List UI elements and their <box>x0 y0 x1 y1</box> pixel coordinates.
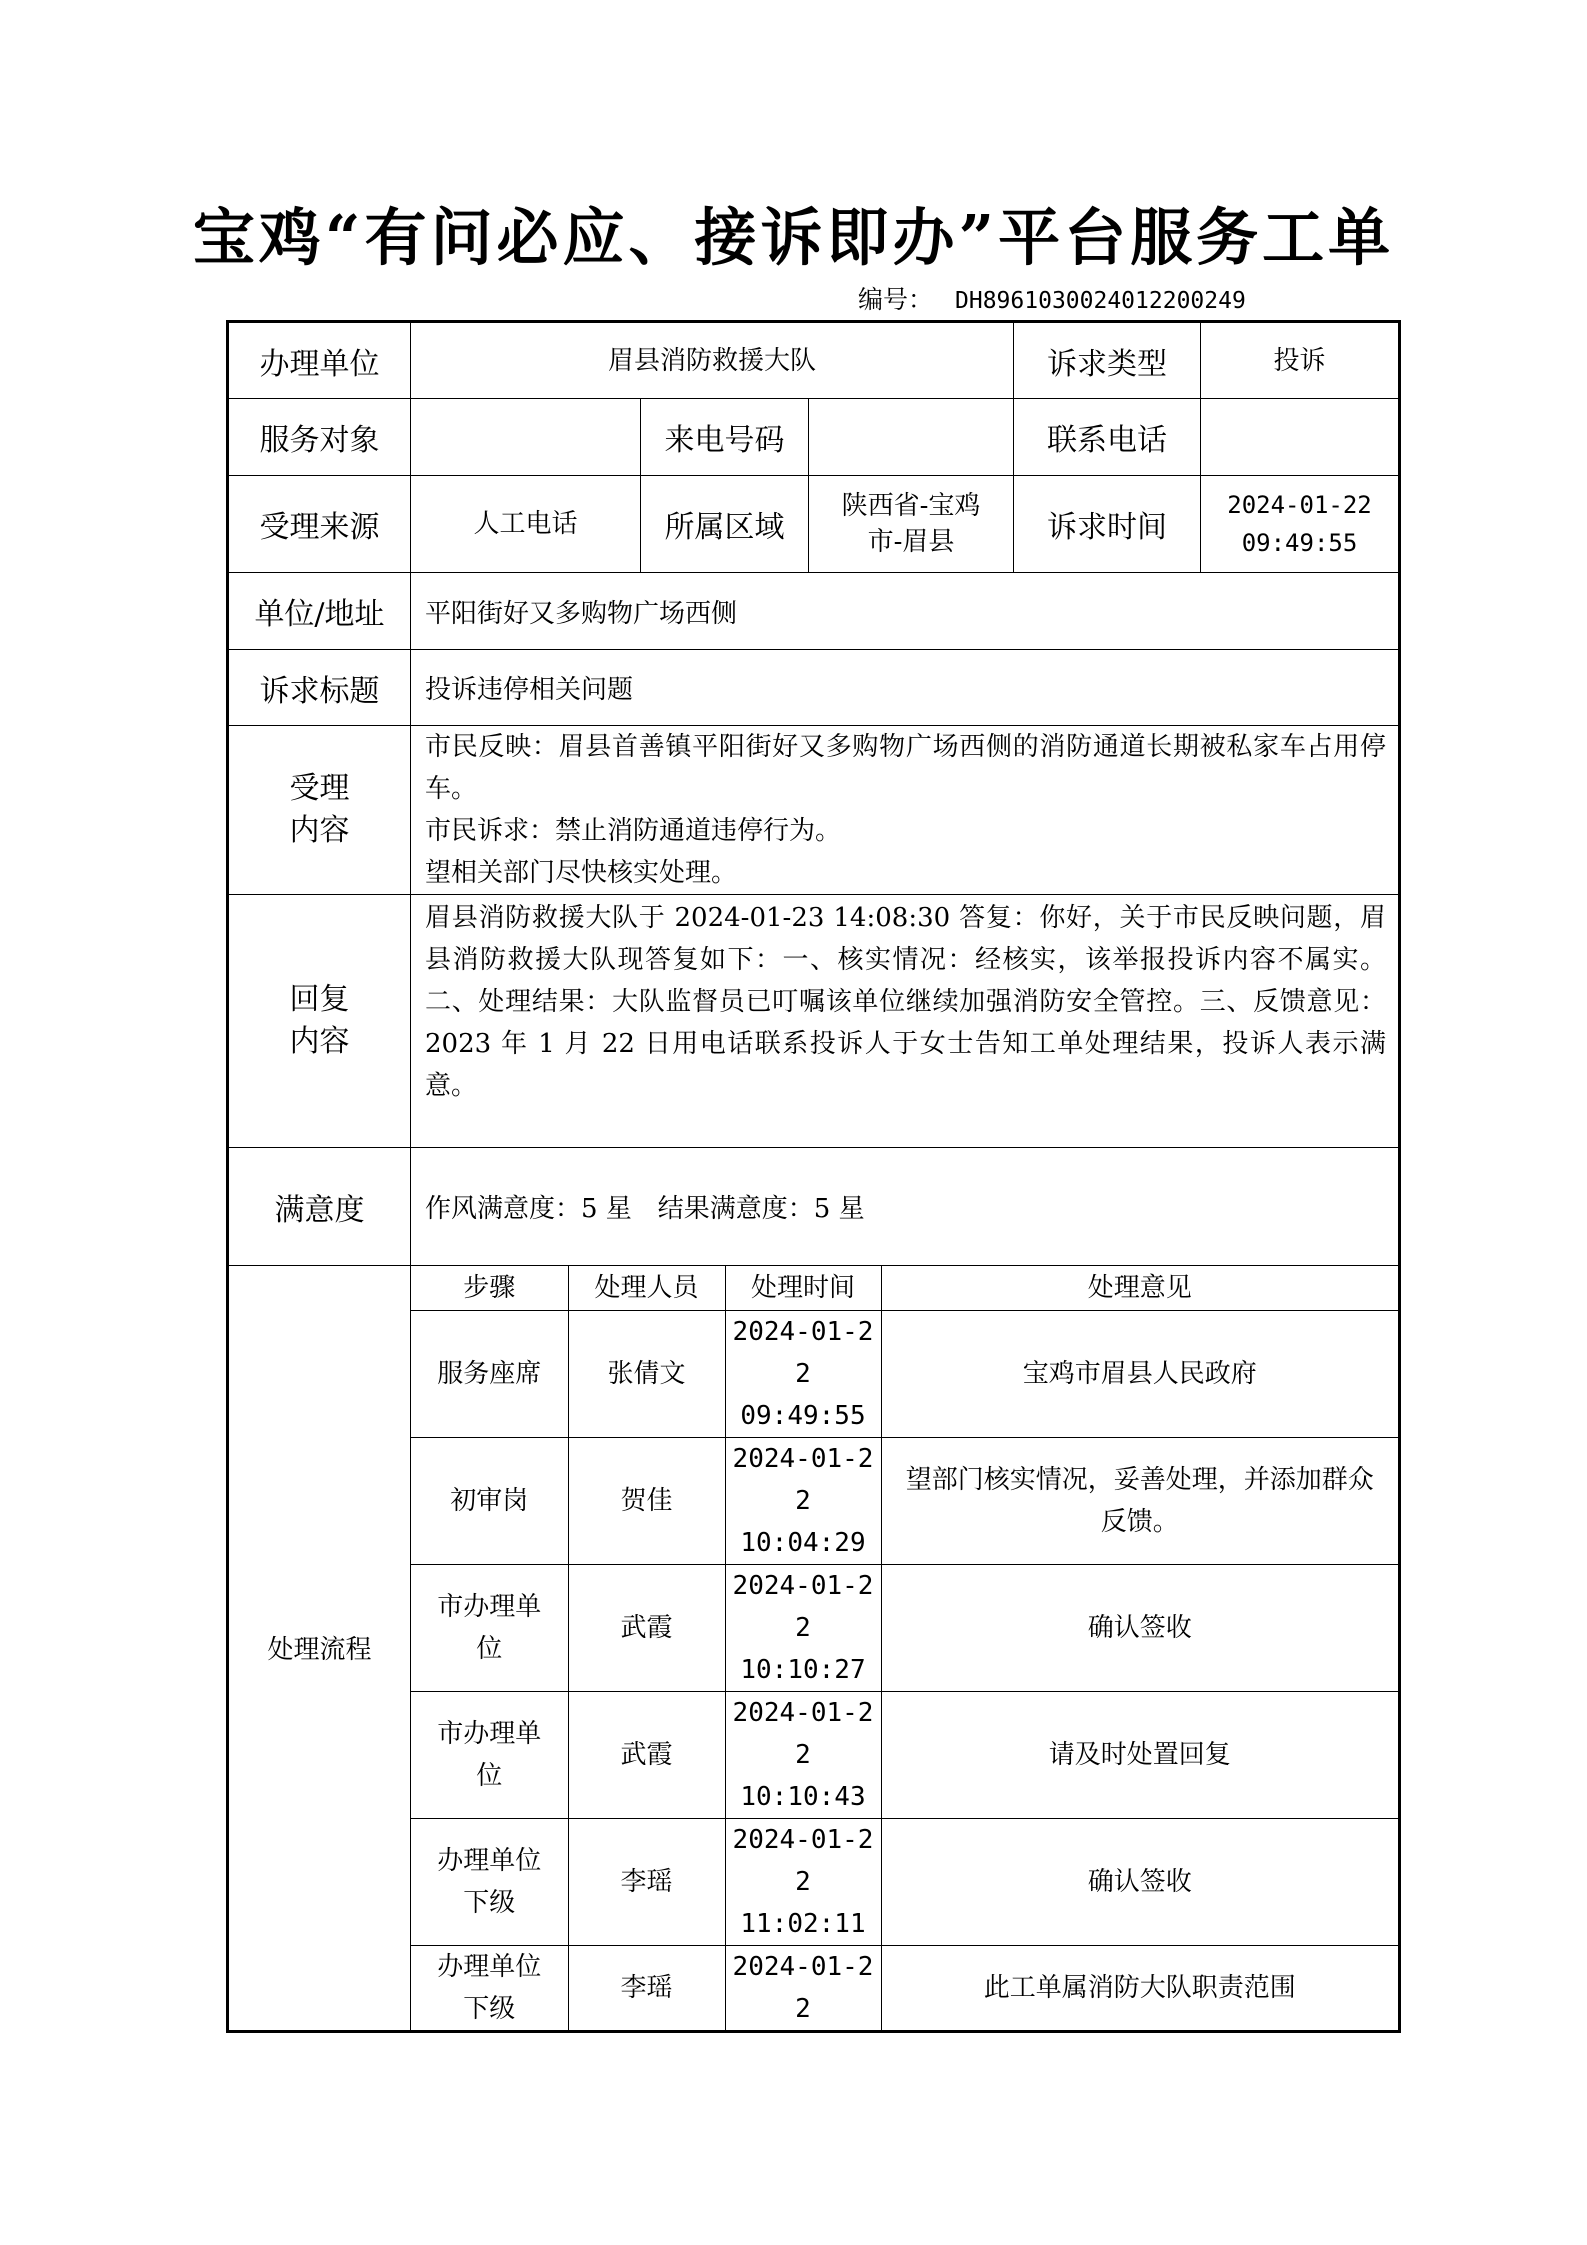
opinion-cell: 望部门核实情况，妥善处理，并添加群众反馈。 <box>881 1437 1398 1564</box>
address-label: 单位/地址 <box>228 573 411 650</box>
subject-value: 投诉违停相关问题 <box>411 650 1400 726</box>
region-value <box>809 476 1014 573</box>
reply-label-2: 内容 <box>289 1024 350 1059</box>
reply-content-label <box>228 895 411 1148</box>
request-time-value <box>1201 476 1400 573</box>
opinion-cell: 宝鸡市眉县人民政府 <box>881 1310 1398 1437</box>
handler-cell: 李瑶 <box>568 1818 725 1945</box>
source-value: 人工电话 <box>411 476 641 573</box>
time-line-3: 11:02:11 <box>740 1908 866 1939</box>
process-row <box>411 1437 1398 1564</box>
time-line-3: 10:10:43 <box>740 1781 866 1812</box>
doc-number-value: DH8961030024012200249 <box>955 288 1246 314</box>
handling-unit-value: 眉县消防救援大队 <box>411 322 1014 399</box>
region-label: 所属区域 <box>641 476 809 573</box>
request-date: 2024-01-22 <box>1227 491 1372 519</box>
time-line-2: 2 <box>795 1866 811 1897</box>
handler-cell: 贺佳 <box>568 1437 725 1564</box>
handler-cell: 武霞 <box>568 1691 725 1818</box>
process-row <box>411 1564 1398 1691</box>
region-line-1: 陕西省-宝鸡 <box>841 491 981 521</box>
process-label: 处理流程 <box>228 1266 411 2032</box>
opinion-cell: 请及时处置回复 <box>881 1691 1398 1818</box>
process-row <box>411 1691 1398 1818</box>
time-line-2: 2 <box>795 1485 811 1516</box>
row-process <box>228 1266 1400 2032</box>
header-step: 步骤 <box>411 1266 568 1310</box>
time-line-1: 2024-01-2 <box>732 1316 874 1347</box>
time-cell <box>725 1945 881 2030</box>
time-cell <box>725 1310 881 1437</box>
step-cell: 初审岗 <box>411 1437 568 1564</box>
time-line-2: 2 <box>795 1358 811 1389</box>
process-container <box>411 1266 1400 2032</box>
handling-unit-label: 办理单位 <box>228 322 411 399</box>
accepted-label-1: 受理 <box>289 771 350 806</box>
process-header-row <box>411 1266 1398 1310</box>
step-cell: 服务座席 <box>411 1310 568 1437</box>
time-cell <box>725 1564 881 1691</box>
step-cell: 市办理单位 <box>411 1691 568 1818</box>
process-row <box>411 1818 1398 1945</box>
subject-label: 诉求标题 <box>228 650 411 726</box>
header-opinion: 处理意见 <box>881 1266 1398 1310</box>
accepted-paragraph-3: 望相关部门尽快核实处理。 <box>425 858 738 888</box>
service-object-label: 服务对象 <box>228 399 411 476</box>
page-title: 宝鸡“有问必应、接诉即办”平台服务工单 <box>192 201 1395 274</box>
row-handling-unit <box>228 322 1400 399</box>
reply-content-value: 眉县消防救援大队于 2024-01-23 14:08:30 答复：你好，关于市民反映问题，眉县消防救援大队现答复如下：一、核实情况：经核实，该举报投诉内容不属实。二、处理结果：大队监督员已叮嘱该单位继续加强消防安全管控。三、反馈意见：2023 年 1 月 22 日用电话联系投诉人于女士告知工单处理结果，投诉人表示满意。 <box>411 895 1400 1148</box>
row-service-object <box>228 399 1400 476</box>
time-line-1: 2024-01-2 <box>732 1697 874 1728</box>
process-row <box>411 1945 1398 2030</box>
contact-phone-value <box>1201 399 1400 476</box>
accepted-content-value <box>411 726 1400 895</box>
step-cell: 办理单位下级 <box>411 1818 568 1945</box>
request-type-value: 投诉 <box>1201 322 1400 399</box>
time-cell <box>725 1437 881 1564</box>
row-source <box>228 476 1400 573</box>
opinion-cell: 确认签收 <box>881 1818 1398 1945</box>
step-cell: 市办理单位 <box>411 1564 568 1691</box>
time-line-2: 2 <box>795 1612 811 1643</box>
process-row <box>411 1310 1398 1437</box>
time-cell <box>725 1691 881 1818</box>
accepted-paragraph-1: 市民反映：眉县首善镇平阳街好又多购物广场西侧的消防通道长期被私家车占用停车。 <box>425 732 1386 804</box>
source-label: 受理来源 <box>228 476 411 573</box>
satisfaction-value: 作风满意度：5 星 结果满意度：5 星 <box>411 1148 1400 1266</box>
time-cell <box>725 1818 881 1945</box>
header-handler: 处理人员 <box>568 1266 725 1310</box>
time-line-1: 2024-01-2 <box>732 1824 874 1855</box>
satisfaction-label: 满意度 <box>228 1148 411 1266</box>
doc-number <box>858 283 1246 319</box>
time-line-3: 10:10:27 <box>740 1654 866 1685</box>
time-line-2: 2 <box>795 1739 811 1770</box>
header-time: 处理时间 <box>725 1266 881 1310</box>
work-order-table <box>226 320 1401 2033</box>
contact-phone-label: 联系电话 <box>1014 399 1201 476</box>
row-reply-content <box>228 895 1400 1148</box>
step-cell: 办理单位下级 <box>411 1945 568 2030</box>
request-time-label: 诉求时间 <box>1014 476 1201 573</box>
time-line-1: 2024-01-2 <box>732 1570 874 1601</box>
address-value: 平阳街好又多购物广场西侧 <box>411 573 1400 650</box>
time-line-1: 2024-01-2 <box>732 1443 874 1474</box>
reply-label-1: 回复 <box>289 982 350 1017</box>
handler-cell: 张倩文 <box>568 1310 725 1437</box>
handler-cell: 李瑶 <box>568 1945 725 2030</box>
accepted-content-label <box>228 726 411 895</box>
time-line-3: 10:04:29 <box>740 1527 866 1558</box>
time-line-2: 2 <box>795 1993 811 2024</box>
caller-number-label: 来电号码 <box>641 399 809 476</box>
request-clock: 09:49:55 <box>1241 529 1358 557</box>
caller-number-value <box>809 399 1014 476</box>
row-subject <box>228 650 1400 726</box>
time-line-3: 09:49:55 <box>740 1400 866 1431</box>
region-line-2: 市-眉县 <box>867 527 955 557</box>
row-satisfaction <box>228 1148 1400 1266</box>
doc-number-label: 编号： <box>858 285 934 314</box>
service-object-value <box>411 399 641 476</box>
accepted-paragraph-2: 市民诉求：禁止消防通道违停行为。 <box>425 816 842 846</box>
accepted-label-2: 内容 <box>289 813 350 848</box>
handler-cell: 武霞 <box>568 1564 725 1691</box>
request-type-label: 诉求类型 <box>1014 322 1201 399</box>
time-line-1: 2024-01-2 <box>732 1951 874 1982</box>
row-address <box>228 573 1400 650</box>
opinion-cell: 确认签收 <box>881 1564 1398 1691</box>
process-table <box>411 1266 1398 2030</box>
opinion-cell: 此工单属消防大队职责范围 <box>881 1945 1398 2030</box>
row-accepted-content <box>228 726 1400 895</box>
